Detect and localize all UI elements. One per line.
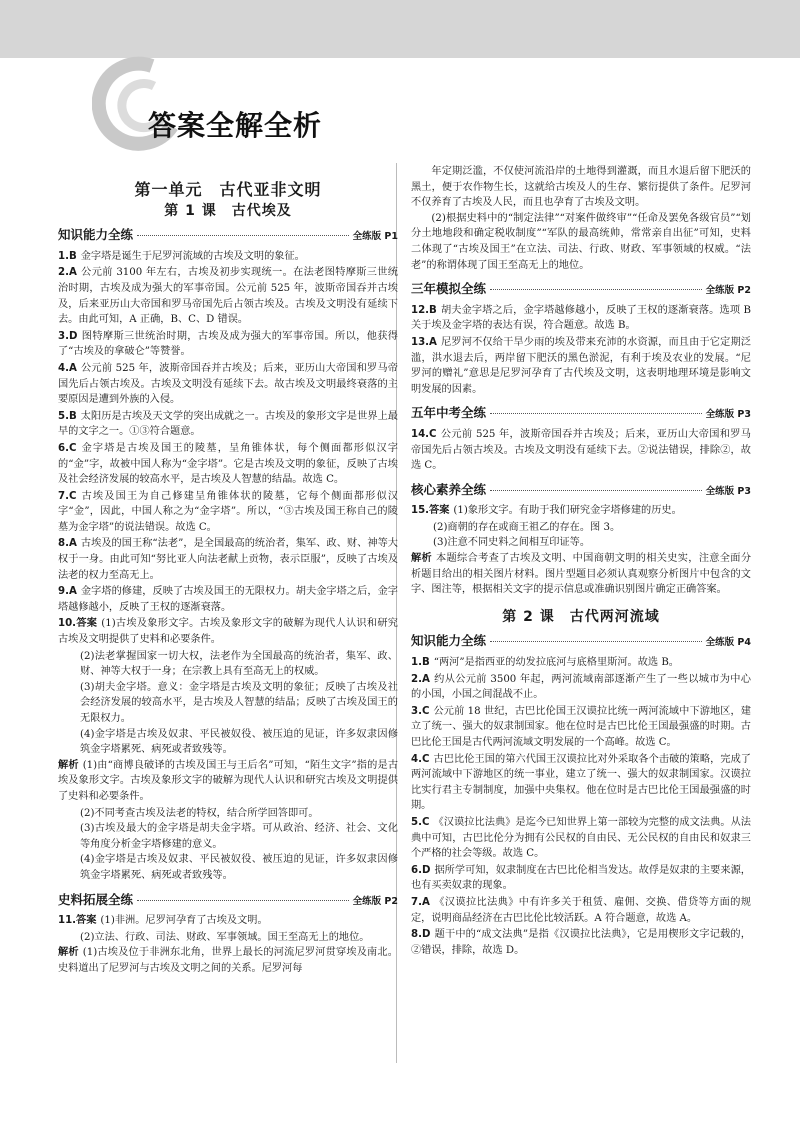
answer-text: 太阳历是古埃及天文学的突出成就之一。古埃及的象形文字是世界上最早的文字之一。①③符合题意。 [58,410,398,438]
answer-list [411,303,751,398]
section-title: 史料拓展全练 [58,891,134,907]
question-number: 4.A [58,362,77,374]
answer-text: 公元前 18 世纪，古巴比伦国王汉谟拉比统一两河流域中下游地区，建立了统一、强大的奴隶制国家。他在位时是古巴比伦王国最强盛的时期。古巴比伦王国是古代两河流域文明发展的一个高峰。故选 C。 [411,705,751,748]
answer-text: 尼罗河不仅给干旱少雨的埃及带来充沛的水资源，而且由于它定期泛滥，洪水退去后，两岸留下肥沃的黑色淤泥，有利于埃及农业的发展。“尼罗河的赠礼”意思是尼罗河孕育了古代埃及文明，这表明地理环境是影响文明发展的因素。 [411,336,751,395]
answer-line: (1)非洲。尼罗河孕育了古埃及文明。 [100,915,268,927]
answer-text: “两河”是指西亚的幼发拉底河与底格里斯河。故选 B。 [433,657,679,669]
dotted-leader [137,900,349,901]
analysis-label: 解析 [58,947,79,959]
question-number: 2.A [58,267,77,279]
analysis-line: 本题综合考查了古埃及文明、中国商朝文明的相关史实，注意全面分析题目给出的相关图片材料。图片型题目必须认真观察分析图片中包含的文字、图注等，根据相关文字的提示信息或准确识别图片确定正确答案。 [411,553,752,596]
dotted-leader [490,289,702,290]
answer-list [58,249,398,616]
header-band [0,0,800,58]
answer-text: 据所学可知，奴隶制度在古巴比伦相当发达。故俘是奴隶的主要来源，也有买卖奴隶的现象。 [411,864,751,892]
answer-text: 公元前 525 年，波斯帝国吞并古埃及；后来，亚历山大帝国和罗马帝国先后占领古埃及。古埃及文明没有延续下去。故古埃及文明最终衰落的主要原因是遭到外族的入侵。 [58,362,398,406]
answer-list [411,427,751,474]
section-title: 核心素养全练 [411,481,487,497]
dotted-leader [490,490,702,491]
answer-item [58,249,398,265]
answer-text: 胡夫金字塔之后，金字塔越修越小，反映了王权的逐渐衰落。选项 B 关于埃及金字塔的表达有误，符合题意。故选 B。 [411,304,751,332]
answer-item [411,303,751,334]
question-number: 6.C [58,442,77,454]
section-header [411,633,751,651]
section-header [411,405,751,423]
answer-list [411,655,751,958]
answer-item [411,815,751,862]
answer-item [411,655,751,671]
analysis-line: (4)金字塔是古埃及奴隶、平民被奴役、被压迫的见证，许多奴隶因修筑金字塔累死、病死或者致残等。 [80,854,398,881]
answer-item [411,427,751,474]
question-number: 12.B [411,304,437,316]
analysis-label: 解析 [58,759,79,771]
answer-text: 公元前 3100 年左右，古埃及初步实现统一。在法老图特摩斯三世统治时期，古埃及成为强大的军事帝国。公元前 525 年，波斯帝国吞并古埃及，后来亚历山大帝国和罗马帝国先后占领古埃及。古埃及文明没有延续下去。由此可知，A 正确，B、C、D 错误。 [58,267,398,326]
question-number: 3.C [411,705,430,717]
analysis-label: 解析 [411,553,433,565]
answer-line: (2)法老掌握国家一切大权，法老作为全国最高的统治者，集军、政、财、神等大权于一身；在宗教上具有至高无上的权威。 [80,650,398,678]
section-ref: 全练版 P3 [705,485,751,497]
analysis-line: (2)不同考查古埃及法老的特权，结合所学回答即可。 [80,807,319,819]
question-15 [411,503,751,519]
answer-item [411,704,751,751]
answer-text: 约从公元前 3500 年起，两河流域南部逐渐产生了一些以城市为中心的小国，小国之间混战不止。 [411,673,751,701]
analysis-line: (3)古埃及最大的金字塔是胡夫金字塔。可从政治、经济、社会、文化等角度分析金字塔修建的意义。 [80,823,398,850]
question-number: 9.A [58,586,77,598]
answer-text: 《汉谟拉比法典》中有许多关于租赁、雇佣、交换、借贷等方面的规定，说明商品经济在古巴比伦比较活跃。A 符合题意，故选 A。 [411,896,751,924]
question-number: 14.C [411,428,437,440]
answer-item [411,752,751,814]
answer-text: 公元前 525 年，波斯帝国吞并古埃及；后来，亚历山大帝国和罗马帝国先后占领古埃及。古埃及文明没有延续下去。②说法错误，排除②，故选 C。 [411,428,751,472]
question-number: 6.D [411,864,431,876]
dotted-leader [490,413,702,414]
question-number: 7.A [411,896,430,908]
answer-text: 古巴比伦王国的第六代国王汉谟拉比对外采取各个击破的策略，完成了两河流域中下游地区的统一事业，建立了统一、强大的奴隶制国家。汉谟拉比实行君主专制制度，加强中央集权。他在位时是古巴比伦王国最强盛的时期。 [411,753,751,812]
question-number: 8.A [58,538,77,550]
section-header [411,281,751,299]
analysis-line: (1)古埃及位于非洲东北角，世界上最长的河流尼罗河贯穿埃及南北。史料道出了尼罗河与古埃及文明之间的关系。尼罗河每 [58,947,398,974]
answer-item [411,927,751,958]
answer-text: 古埃及国王为自己修建呈角锥体状的陵墓，它每个侧面都形似汉字“金”，因此，中国人称之为“金字塔”。所以，“③古埃及国王称自己的陵墓为金字塔”的说法错误。故选 C。 [58,490,398,533]
analysis [58,945,398,976]
answer-item [58,265,398,327]
answer-text: 金字塔是诞生于尼罗河流域的古埃及文明的象征。 [80,250,305,262]
question-number: 11.答案 [58,915,97,927]
analysis-line: (1)由“商博良破译的古埃及国王与王后名”可知，“陌生文字”指的是古埃及象形文字。古埃及象形文字的破解为现代人认识和研究古埃及文明提供了史料和必要条件。 [58,759,399,802]
answer-text: 题干中的“成文法典”是指《汉谟拉比法典》，它是用楔形文字记载的，②错误，排除，故选 D。 [411,929,751,956]
question-number: 10.答案 [58,618,98,630]
answer-line: (3)注意不同史料之间相互印证等。 [433,537,591,549]
question-number: 1.B [58,250,77,262]
answer-item [411,895,751,926]
lesson-title: 第 2 课 古代两河流域 [502,608,660,625]
analysis [411,551,751,598]
question-number: 4.C [411,753,430,765]
answer-text: 金字塔的修建，反映了古埃及国王的无限权力。胡夫金字塔之后，金字塔越修越小，反映了王权的逐渐衰落。 [58,586,398,613]
question-number: 15.答案 [411,505,450,517]
section-ref: 全练版 P1 [352,231,398,243]
continued-paragraph: (2)根据史料中的“制定法律”“对案件做终审”“任命及罢免各级官员”“划分土地地段和确定税收制度”“军队的最高统帅，常常亲自出征”可知，史料二体现了“古埃及国王”在立法、司法、行政、财政、军事领域的权威。“法老”的称谓体现了国王至高无上的地位。 [411,212,751,271]
unit-title: 第一单元 古代亚非文明 [134,180,322,199]
question-number: 1.B [411,657,430,669]
section-title: 五年中考全练 [411,405,487,421]
question-10 [58,616,398,647]
answer-line: (2)立法、行政、司法、财政、军事领域。国王至高无上的地位。 [80,931,370,943]
section-ref: 全练版 P4 [705,637,751,649]
question-number: 2.A [411,673,430,685]
question-number: 5.B [58,410,77,422]
answer-line: (1)象形文字。有助于我们研究金字塔修建的历史。 [453,505,682,517]
left-column [58,168,398,978]
answer-line: (2)商朝的存在或商王祖乙的存在。图 3。 [433,521,621,533]
lesson-title: 第 1 课 古代埃及 [164,202,292,219]
question-number: 13.A [411,336,437,348]
answer-item [58,361,398,408]
answer-text: 古埃及的国王称“法老”，是全国最高的统治者，集军、政、财、神等大权于一身。由此可知“努比亚人向法老献上贡物，表示臣服”，反映了古埃及法老的权力至高无上。 [58,538,398,581]
answer-item [411,335,751,397]
page-title: 答案全解全析 [148,109,323,142]
answer-line: (1)古埃及象形文字。古埃及象形文字的破解为现代人认识和研究古埃及文明提供了史料和必要条件。 [58,618,398,646]
answer-item [58,584,398,615]
section-title: 知识能力全练 [58,227,134,243]
section-title: 知识能力全练 [411,633,487,649]
question-number: 7.C [58,490,77,502]
answer-item [58,329,398,360]
right-column [411,164,751,959]
answer-line: (3)胡夫金字塔。意义：金字塔是古埃及文明的象征；反映了古埃及社会经济发展的较高水平，是古埃及人智慧的结晶；反映了古埃及国王的无限权力。 [80,681,398,724]
answer-text: 《汉谟拉比法典》是迄今已知世界上第一部较为完整的成文法典。从法典中可知，古巴比伦分为拥有公民权的自由民、无公民权的自由民和奴隶三个严格的社会等级。故选 C。 [411,816,751,860]
question-number: 5.C [411,816,430,828]
dotted-leader [137,235,349,236]
answer-item [58,536,398,583]
answer-item [58,441,398,488]
answer-item [411,863,751,894]
answer-item [411,672,751,703]
answer-line: (4)金字塔是古埃及奴隶、平民被奴役、被压迫的见证，许多奴隶因修筑金字塔累死、病死或者致残等。 [80,728,398,756]
answer-text: 图特摩斯三世统治时期，古埃及成为强大的军事帝国。所以，他获得了“古埃及的拿破仑”等赞誉。 [58,330,398,358]
dotted-leader [490,641,702,642]
continued-paragraph: 年定期泛滥，不仅使河流沿岸的土地得到灌溉，而且水退后留下肥沃的黑土，便于农作物生长，这就给古埃及人的生存、繁衍提供了条件。尼罗河不仅养育了古埃及人民，而且也孕育了古埃及文明。 [411,166,751,209]
answer-item [58,409,398,440]
section-ref: 全练版 P2 [705,285,751,297]
section-title: 三年模拟全练 [411,281,487,297]
section-header [58,227,398,245]
question-number: 8.D [411,929,431,941]
question-11 [58,913,398,929]
section-header [58,892,398,910]
section-header [411,482,751,500]
section-ref: 全练版 P2 [352,895,398,907]
question-number: 3.D [58,330,78,342]
answer-item [58,489,398,536]
answer-text: 金字塔是古埃及国王的陵墓，呈角锥体状，每个侧面都形似汉字的“金”字，故被中国人称为“金字塔”。它是古埃及文明的象征，反映了古埃及社会经济发展的较高水平，是古埃及人智慧的结晶。故选 C。 [58,442,398,486]
analysis [58,758,398,805]
section-ref: 全练版 P3 [705,409,751,421]
